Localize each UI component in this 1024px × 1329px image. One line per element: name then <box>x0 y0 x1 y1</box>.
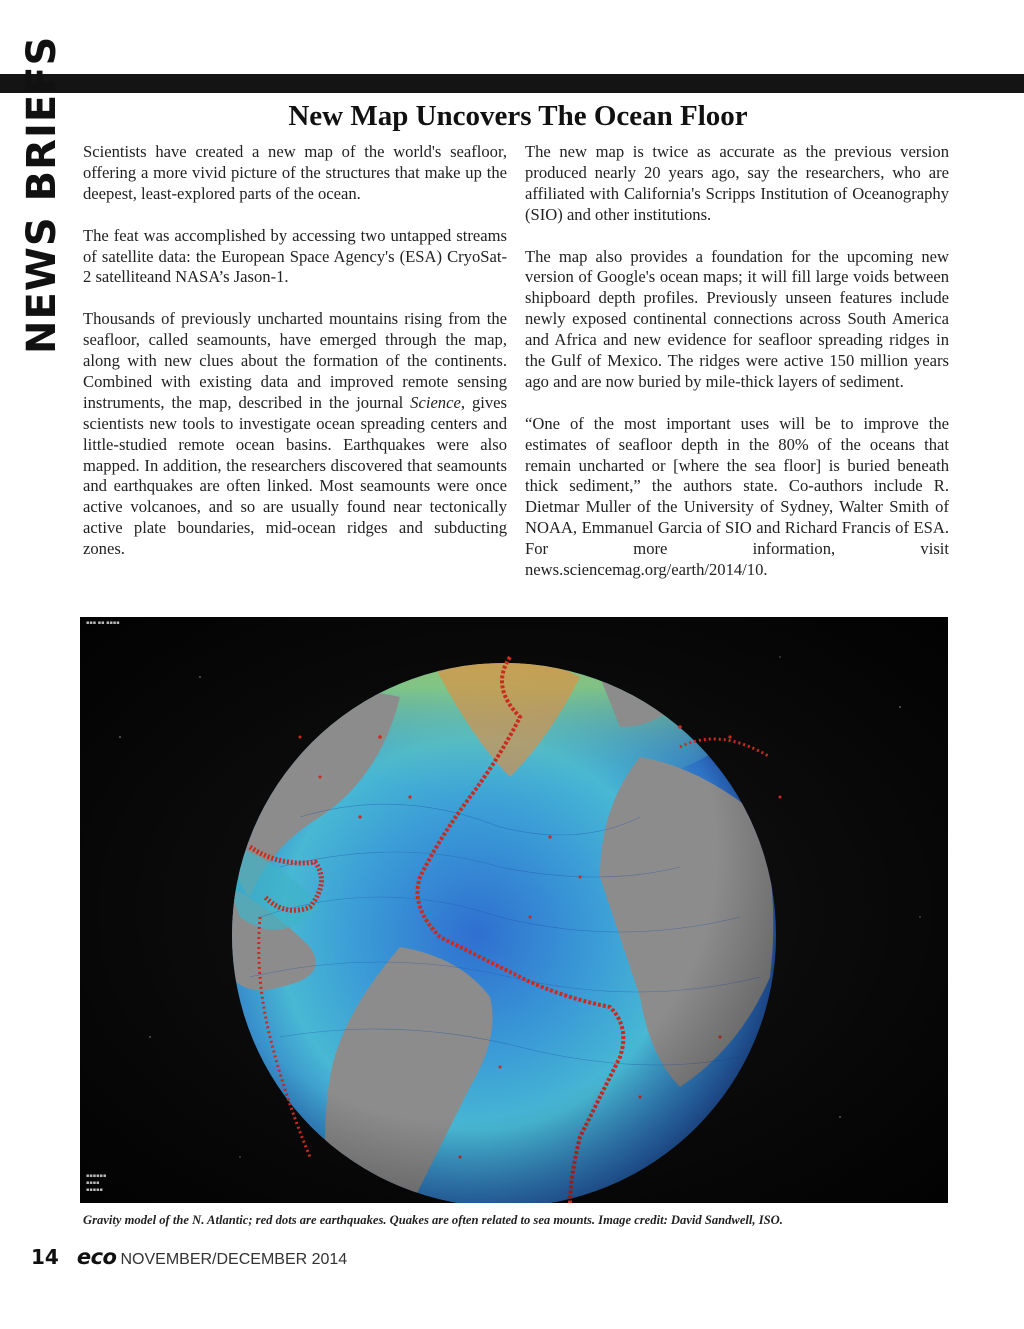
issue-date: NOVEMBER/DECEMBER 2014 <box>120 1251 348 1268</box>
journal-name: Science <box>410 392 461 412</box>
paragraph-text: Thousands of previously uncharted mountains rising from the seafloor, called seamounts, have emerged through the map, along with new clues about the formation of the continents. Combined with existing data and improved remote sensing instruments, the map, described in the journal <box>83 309 507 412</box>
globe-shading <box>232 663 776 1203</box>
ocean-floor-gravity-map <box>80 617 948 1203</box>
map-corner-tag-icon: ▪▪▪ ▪▪ ▪▪▪▪ <box>86 620 120 626</box>
paragraph: Scientists have created a new map of the world's seafloor, offering a more vivid picture of the structures that make up the deepest, least-explored parts of the ocean. <box>83 142 507 203</box>
globe-illustration <box>80 617 948 1203</box>
paragraph: The feat was accomplished by accessing two untapped streams of satellite data: the European Space Agency's (ESA) CryoSat-2 satelliteand NASA’s Jason-1. <box>83 225 507 287</box>
paragraph: “One of the most important uses will be to improve the estimates of seafloor depth in the 80% of the oceans that remain uncharted or [where the sea floor] is buried beneath thick sediment,” the authors state. Co-authors include R. Dietmar Muller of the University of Sydney, Walter Smith of NOAA, Emmanuel Garcia of SIO and Richard Francis of ESA. For more information, visit news.sciencemag.org/earth/2014/10. <box>525 413 949 580</box>
page-number: 14 <box>31 1245 59 1269</box>
magazine-name: eco <box>76 1245 117 1269</box>
paragraph: The map also provides a foundation for the upcoming new version of Google's ocean maps; it will fill large voids between shipboard depth profiles. Previously unseen features include newly exposed continental connections across South America and Africa and new evidence for seafloor spreading ridges in the Gulf of Mexico. The ridges were active 150 million years ago and are now buried by mile-thick layers of sediment. <box>525 246 949 391</box>
article-headline: New Map Uncovers The Ocean Floor <box>288 100 748 132</box>
section-label-text: NEWS BRIEFS <box>19 35 65 354</box>
article-column-right <box>525 142 949 602</box>
page-footer <box>31 1245 347 1275</box>
top-rule-bar <box>0 74 1024 93</box>
section-label-vertical <box>10 36 74 354</box>
paragraph <box>83 309 507 560</box>
paragraph-text: , gives scientists new tools to investigate ocean spreading centers and little-studied remote ocean basins. Earthquakes were also mapped. In addition, the researchers discovered that seamounts and earthquakes are often linked. Most seamounts were once active volcanoes, and so are usually found near tectonically active plate boundaries, mid-ocean ridges and subducting zones. <box>83 392 507 559</box>
paragraph: The new map is twice as accurate as the previous version produced nearly 20 years ago, say the researchers, who are affiliated with California's Scripps Institution of Oceanography (SIO) and other institutions. <box>525 142 949 224</box>
map-attribution-icon: ▪▪▪▪▪▪ ▪▪▪▪ ▪▪▪▪▪ <box>86 1173 107 1193</box>
figure-caption: Gravity model of the N. Atlantic; red dots are earthquakes. Quakes are often related to sea mounts. Image credit: David Sandwell, ISO. <box>83 1213 783 1227</box>
article-column-left <box>83 142 507 581</box>
